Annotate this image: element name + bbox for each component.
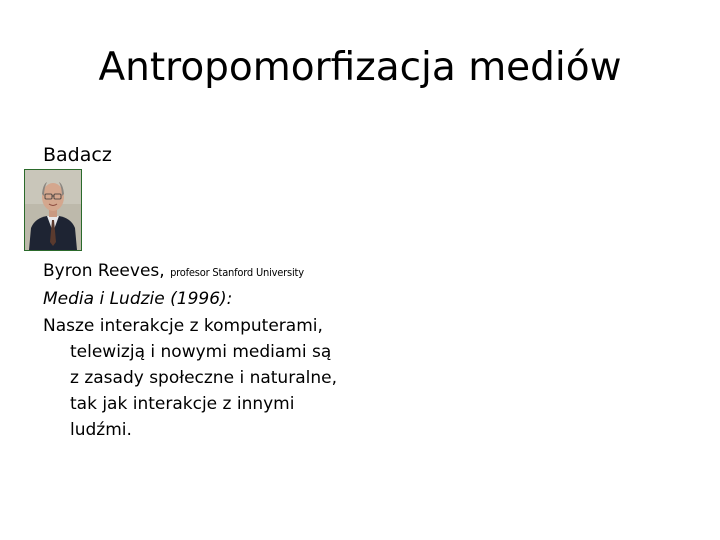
- researcher-name: Byron Reeves,: [43, 261, 171, 281]
- section-label: Badacz: [43, 144, 112, 166]
- researcher-portrait-icon: [24, 169, 82, 251]
- researcher-affiliation: profesor Stanford University: [170, 266, 304, 279]
- researcher-line: [43, 258, 304, 286]
- slide-title: Antropomorfizacja mediów: [98, 45, 622, 90]
- book-title: Media i Ludzie (1996):: [43, 289, 233, 309]
- quote-continuation: telewizją i nowymi mediami są z zasady społeczne i naturalne, tak jak interakcje z innymi ludźmi.: [70, 342, 337, 440]
- portrait-drawing: [25, 170, 81, 250]
- quote-first-line: Nasze interakcje z komputerami,: [43, 316, 323, 336]
